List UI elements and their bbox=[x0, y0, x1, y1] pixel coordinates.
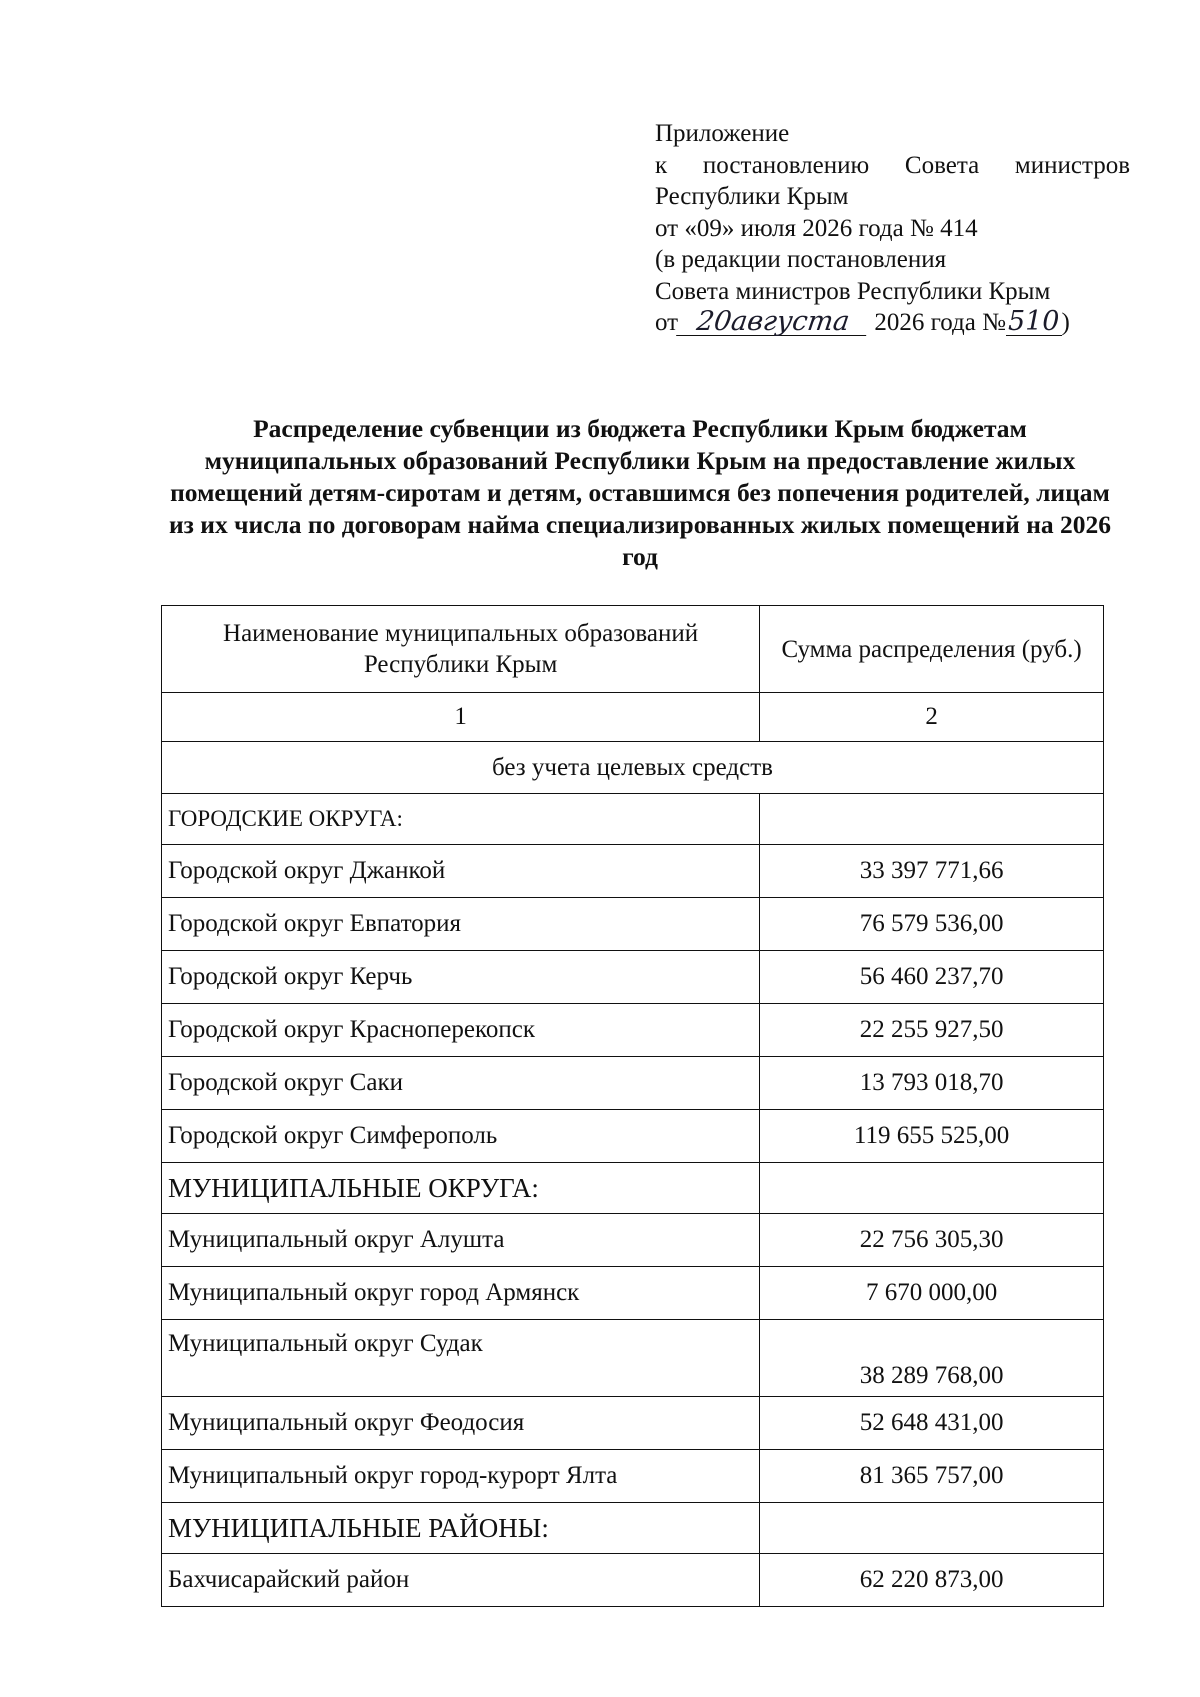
group-row-municipal-districts bbox=[162, 1163, 1104, 1214]
header-line-3: Республики Крым bbox=[655, 183, 849, 210]
sig-suffix: ) bbox=[1061, 309, 1070, 336]
group-amount-empty bbox=[760, 1503, 1104, 1554]
row-amount: 76 579 536,00 bbox=[760, 898, 1104, 951]
row-amount: 22 756 305,30 bbox=[760, 1214, 1104, 1267]
row-amount: 38 289 768,00 bbox=[760, 1320, 1104, 1397]
row-name: Городской округ Евпатория bbox=[162, 898, 760, 951]
table-row bbox=[162, 1450, 1104, 1503]
row-name: Городской округ Керчь bbox=[162, 951, 760, 1004]
handwritten-date: 20августа bbox=[676, 309, 870, 336]
appendix-header bbox=[655, 118, 1130, 339]
column-number-1: 1 bbox=[162, 693, 760, 742]
table-row bbox=[162, 1110, 1104, 1163]
row-name: Бахчисарайский район bbox=[162, 1554, 760, 1607]
header-line-2: к постановлению Совета министров bbox=[655, 151, 1130, 179]
sig-prefix: от bbox=[655, 309, 679, 336]
row-amount: 7 670 000,00 bbox=[760, 1267, 1104, 1320]
group-row-city-districts bbox=[162, 794, 1104, 845]
row-amount: 52 648 431,00 bbox=[760, 1397, 1104, 1450]
row-amount: 13 793 018,70 bbox=[760, 1057, 1104, 1110]
column-number-row bbox=[162, 693, 1104, 742]
header-line-4: от «09» июля 2026 года № 414 bbox=[655, 214, 978, 242]
group-label: МУНИЦИПАЛЬНЫЕ ОКРУГА: bbox=[162, 1163, 760, 1214]
header-line-1: Приложение bbox=[655, 120, 790, 147]
header-signature-line bbox=[655, 307, 1130, 339]
row-amount: 56 460 237,70 bbox=[760, 951, 1104, 1004]
table-row bbox=[162, 1267, 1104, 1320]
row-amount: 81 365 757,00 bbox=[760, 1450, 1104, 1503]
table-header-row bbox=[162, 606, 1104, 693]
row-name: Городской округ Симферополь bbox=[162, 1110, 760, 1163]
group-label: МУНИЦИПАЛЬНЫЕ РАЙОНЫ: bbox=[162, 1503, 760, 1554]
table-row bbox=[162, 1057, 1104, 1110]
table-row bbox=[162, 951, 1104, 1004]
header-line-6: Совета министров Республики Крым bbox=[655, 277, 1051, 305]
table-row bbox=[162, 1214, 1104, 1267]
note-row bbox=[162, 742, 1104, 794]
row-name: Муниципальный округ город Армянск bbox=[162, 1267, 760, 1320]
distribution-table bbox=[161, 605, 1104, 1607]
table-row bbox=[162, 1004, 1104, 1057]
group-amount-empty bbox=[760, 1163, 1104, 1214]
handwritten-number: 510 bbox=[1007, 306, 1060, 337]
group-row-municipal-regions bbox=[162, 1503, 1104, 1554]
table-row bbox=[162, 1397, 1104, 1450]
note-text: без учета целевых средств bbox=[162, 742, 1104, 794]
table-row bbox=[162, 1320, 1104, 1397]
table-row bbox=[162, 1554, 1104, 1607]
row-name: Муниципальный округ Судак bbox=[162, 1320, 760, 1397]
table-row bbox=[162, 898, 1104, 951]
row-amount: 62 220 873,00 bbox=[760, 1554, 1104, 1607]
row-amount: 119 655 525,00 bbox=[760, 1110, 1104, 1163]
row-name: Муниципальный округ Феодосия bbox=[162, 1397, 760, 1450]
row-amount: 33 397 771,66 bbox=[760, 845, 1104, 898]
sig-middle: 2026 года № bbox=[874, 309, 1006, 336]
row-name: Городской округ Саки bbox=[162, 1057, 760, 1110]
header-line-5: (в редакции постановления bbox=[655, 246, 947, 273]
row-name: Муниципальный округ город-курорт Ялта bbox=[162, 1450, 760, 1503]
group-amount-empty bbox=[760, 794, 1104, 845]
column-number-2: 2 bbox=[760, 693, 1104, 742]
row-name: Городской округ Джанкой bbox=[162, 845, 760, 898]
column-header-name: Наименование муниципальных образований Республики Крым bbox=[162, 606, 760, 693]
table-row bbox=[162, 845, 1104, 898]
row-amount: 22 255 927,50 bbox=[760, 1004, 1104, 1057]
document-title: Распределение субвенции из бюджета Республики Крым бюджетам муниципальных образований Республики Крым на предоставление жилых помещений детям-сиротам и детям, оставшимся без попечения родителей, лицам из их числа по договорам найма специализированных жилых помещений на 2026 год bbox=[168, 414, 1112, 571]
row-name: Муниципальный округ Алушта bbox=[162, 1214, 760, 1267]
column-header-amount: Сумма распределения (руб.) bbox=[760, 606, 1104, 693]
row-name: Городской округ Красноперекопск bbox=[162, 1004, 760, 1057]
group-label: ГОРОДСКИЕ ОКРУГА: bbox=[162, 794, 760, 845]
